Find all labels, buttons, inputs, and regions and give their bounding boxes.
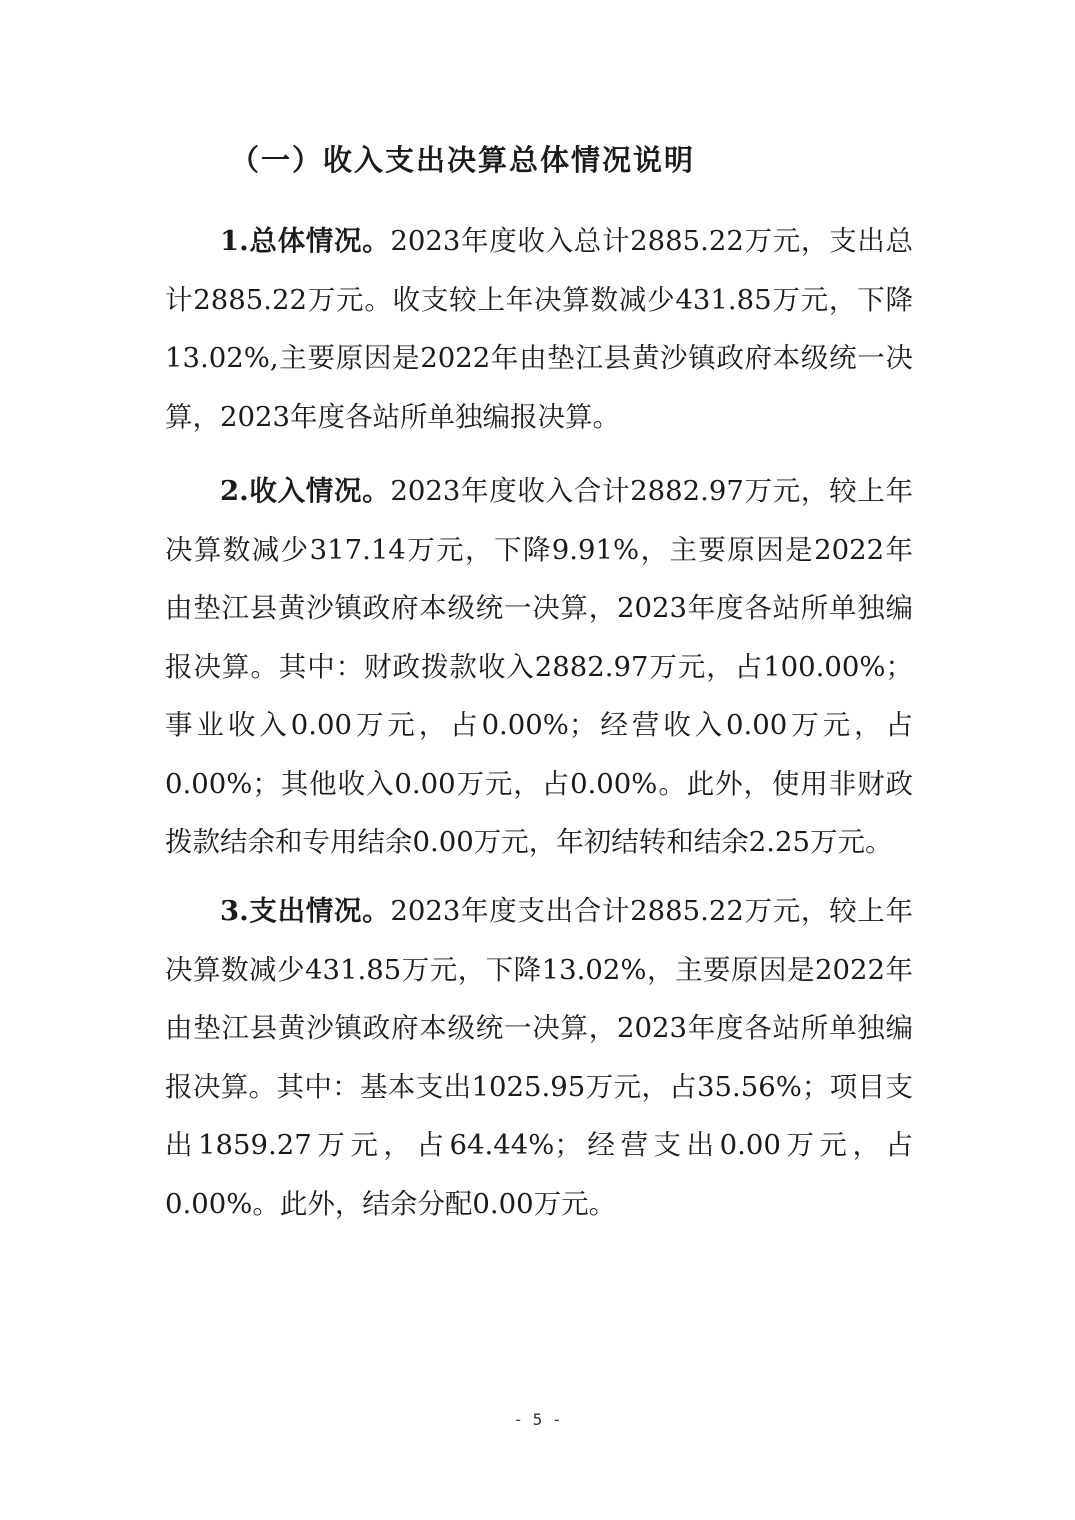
paragraph-income [165,462,913,872]
page-number: - 5 - [513,1410,562,1429]
section-title: （一）收入支出决算总体情况说明 [230,143,696,177]
paragraph-heading: 3.支出情况。 [220,895,391,927]
paragraph-heading: 2.收入情况。 [220,475,391,507]
paragraph-body: 2023年度收入合计2882.97万元，较上年决算数减少317.14万元，下降9.91%，主要原因是2022年由垫江县黄沙镇政府本级统一决算，2023年度各站所单独编报决算。其中：财政拨款收入2882.97万元，占100.00%；事业收入0.00万元，占0.00%；经营收入0.00万元，占0.00%；其他收入0.00万元，占0.00%。此外，使用非财政拨款结余和专用结余0.00万元，年初结转和结余2.25万元。 [165,475,913,858]
paragraph-heading: 1.总体情况。 [220,225,391,257]
paragraph-overall [165,212,913,446]
paragraph-expenditure [165,882,913,1233]
paragraph-body: 2023年度支出合计2885.22万元，较上年决算数减少431.85万元，下降13.02%，主要原因是2022年由垫江县黄沙镇政府本级统一决算，2023年度各站所单独编报决算。其中：基本支出1025.95万元，占35.56%；项目支出1859.27万元，占64.44%；经营支出0.00万元，占0.00%。此外，结余分配0.00万元。 [165,895,913,1220]
paragraph-body: 2023年度收入总计2885.22万元，支出总计2885.22万元。收支较上年决算数减少431.85万元，下降13.02%,主要原因是2022年由垫江县黄沙镇政府本级统一决算，2023年度各站所单独编报决算。 [165,225,913,433]
